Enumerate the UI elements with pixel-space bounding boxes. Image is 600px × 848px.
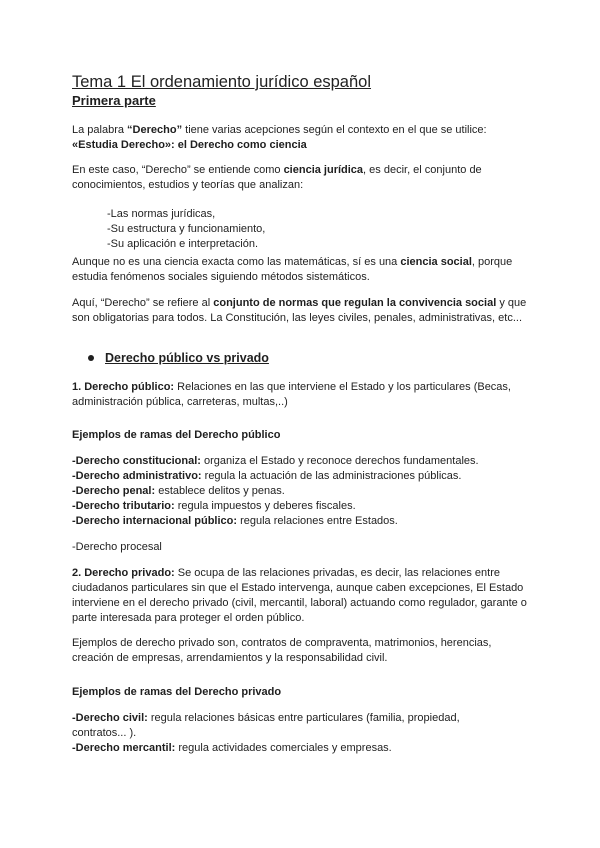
intro-word: “Derecho” [127,124,183,136]
intro-pre: La palabra [72,124,128,136]
list-item: -Su aplicación e interpretación. [107,238,259,250]
social-paragraph [72,255,532,285]
ramas-publico-heading [72,428,532,443]
ramas-privado-list [72,711,472,756]
publico-text: Relaciones en las que interviene el Estado y los particulares (Becas, administración pública, carreteras, multas,..) [72,381,511,408]
list-item [72,711,472,741]
ciencia-pre: En este caso, “Derecho” se entiende como [72,164,284,176]
rama-name: -Derecho civil: [72,712,148,724]
rama-desc: regula la actuación de las administraciones públicas. [201,470,462,482]
bullet-dot-icon [88,355,94,361]
bullet-heading-text: Derecho público vs privado [105,351,269,365]
ramas-privado-heading-text: Ejemplos de ramas del Derecho privado [72,686,282,698]
rama-desc: regula relaciones entre Estados. [237,515,398,527]
list-item [72,454,532,469]
publico-paragraph [72,380,532,410]
ramas-publico-heading-text: Ejemplos de ramas del Derecho público [72,429,281,441]
rama-name: -Derecho tributario: [72,500,175,512]
intro-line2: «Estudia Derecho»: el Derecho como ciencia [72,139,307,151]
ciencia-bold: ciencia jurídica [283,164,364,176]
bullet-heading [88,350,269,366]
procesal-line: -Derecho procesal [72,541,162,553]
social-bold: ciencia social [400,256,472,268]
page-title: Tema 1 El ordenamiento jurídico español [72,73,372,91]
list-item [72,741,472,756]
normas-post: y que son obligatorias para todos. La Constitución, las leyes civiles, penales, administrativas, etc... [72,297,527,324]
publico-label: 1. Derecho público: [72,381,175,393]
rama-desc: regula relaciones básicas entre particulares (familia, propiedad, contratos... ). [72,712,460,739]
rama-name: -Derecho constitucional: [72,455,201,467]
rama-name: -Derecho penal: [72,485,156,497]
privado-text: Se ocupa de las relaciones privadas, es decir, las relaciones entre ciudadanos particulares sin que el Estado intervenga, aunque caben excepciones, El Estado interviene en el derecho privado (civil, mercantil, laboral) actuando como regulador, garante o parte interesada para proteger el orden público. [72,567,527,624]
rama-name: -Derecho internacional público: [72,515,238,527]
rama-desc: regula impuestos y deberes fiscales. [174,500,356,512]
ciencia-paragraph [72,163,532,193]
list-item [72,469,532,484]
social-pre: Aunque no es una ciencia exacta como las matemáticas, sí es una [72,256,401,268]
rama-name: -Derecho mercantil: [72,742,176,754]
list-item: -Su estructura y funcionamiento, [107,223,266,235]
intro-post: tiene varias acepciones según el contexto en el que se utilice: [182,124,487,136]
section-subtitle: Primera parte [72,93,156,108]
normas-bold: conjunto de normas que regulan la convivencia social [213,297,497,309]
normas-pre: Aquí, “Derecho” se refiere al [72,297,214,309]
rama-desc: organiza el Estado y reconoce derechos fundamentales. [200,455,479,467]
list-item [72,499,532,514]
ciencia-post: , es decir, el conjunto de conocimientos, estudios y teorías que analizan: [72,164,482,191]
rama-name: -Derecho administrativo: [72,470,202,482]
list-item [72,484,532,499]
normas-paragraph [72,296,532,326]
list-item: -Las normas jurídicas, [107,208,216,220]
rama-desc: establece delitos y penas. [155,485,285,497]
privado-paragraph [72,566,532,626]
intro-paragraph [72,123,532,153]
list-item [72,514,532,529]
ramas-privado-heading [72,685,532,700]
ejemplos-privado-paragraph: Ejemplos de derecho privado son, contratos de compraventa, matrimonios, herencias, creación de empresas, arrendamientos y la responsabilidad civil. [72,637,492,664]
analysis-list [107,207,265,252]
social-post: , porque estudia fenómenos sociales siguiendo métodos sistemáticos. [72,256,513,283]
privado-label: 2. Derecho privado: [72,567,175,579]
rama-desc: regula actividades comerciales y empresas. [175,742,392,754]
ramas-publico-list [72,454,532,529]
